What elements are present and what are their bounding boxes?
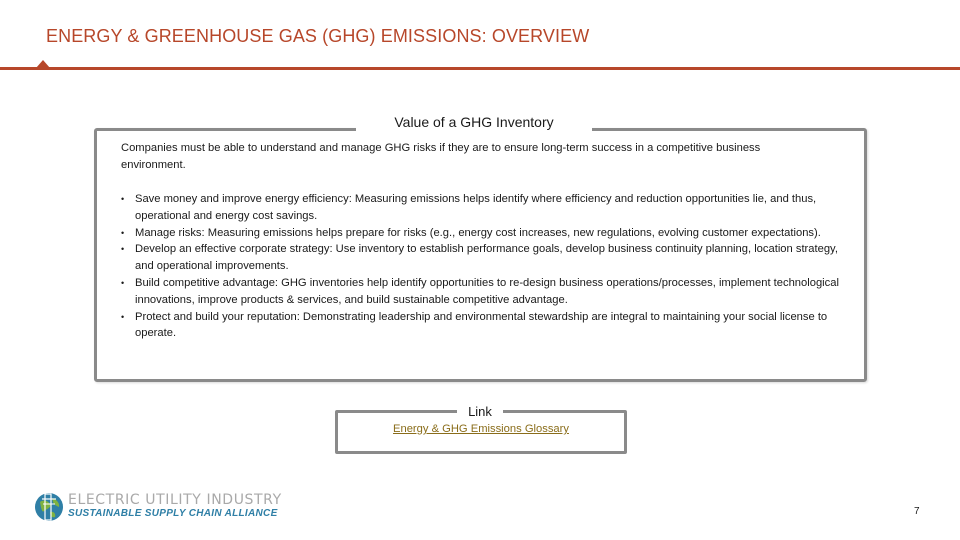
alliance-logo <box>32 489 282 525</box>
slide-title: ENERGY & GREENHOUSE GAS (GHG) EMISSIONS: OVERVIEW <box>46 26 590 46</box>
inventory-heading: Value of a GHG Inventory <box>356 112 592 132</box>
link-heading: Link <box>457 403 503 421</box>
benefit-list <box>121 191 841 342</box>
bullet-text: Build competitive advantage: GHG inventories help identify opportunities to re-design business operations/processes, implement technological innovations, improve products & services, and build sustainable competitive advantage. <box>135 276 839 306</box>
bullet-icon: • <box>121 194 125 204</box>
page-number: 7 <box>914 506 920 517</box>
globe-icon <box>32 490 66 524</box>
bullet-text: Protect and build your reputation: Demonstrating leadership and environmental stewardship are integral to maintaining your social license to operate. <box>135 310 828 340</box>
bullet-icon: • <box>121 277 125 288</box>
inventory-intro: Companies must be able to understand and manage GHG risks if they are to ensure long-term success in a competitive business environment. <box>121 142 761 171</box>
bullet-icon: • <box>121 311 125 322</box>
bullet-text: Manage risks: Measuring emissions helps prepare for risks (e.g., energy cost increases, new regulations, evolving customer expectations). <box>135 226 821 239</box>
list-item <box>121 225 841 242</box>
logo-line-1: ELECTRIC UTILITY INDUSTRY <box>68 492 282 508</box>
bullet-icon: • <box>121 227 125 238</box>
bullet-icon: • <box>121 244 125 255</box>
list-item <box>121 191 841 225</box>
logo-line-2: SUSTAINABLE SUPPLY CHAIN ALLIANCE <box>68 508 278 519</box>
bullet-text: Save money and improve energy efficiency: Measuring emissions helps identify where efficiency and reduction opportunities lie, and thus, operational and energy cost savings. <box>135 193 817 222</box>
title-rule <box>0 67 960 70</box>
list-item <box>121 309 841 343</box>
list-item <box>121 241 841 275</box>
list-item <box>121 275 841 309</box>
bullet-text: Develop an effective corporate strategy: Use inventory to establish performance goals, develop business continuity planning, location strategy, and operational improvements. <box>135 243 838 273</box>
glossary-link[interactable]: Energy & GHG Emissions Glossary <box>393 423 569 435</box>
